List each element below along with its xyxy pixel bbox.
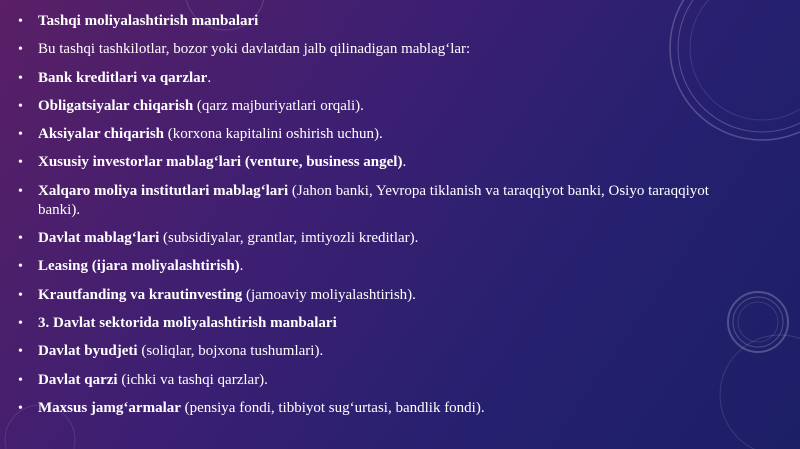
list-item xyxy=(18,69,738,88)
item-bold-text: Krautfanding va krautinvesting xyxy=(38,286,243,303)
list-item xyxy=(18,399,738,418)
item-bold-text: Maxsus jamg‘armalar xyxy=(38,399,181,416)
list-item xyxy=(18,342,738,361)
item-bold-text: Davlat qarzi xyxy=(38,371,118,388)
bullet-icon: • xyxy=(18,98,23,114)
item-text: (jamoaviy moliyalashtirish). xyxy=(242,286,416,303)
bullet-icon: • xyxy=(18,231,23,247)
item-bold-text: Tashqi moliyalashtirish manbalari xyxy=(38,13,259,29)
item-text: (pensiya fondi, tibbiyot sug‘urtasi, bandlik fondi). xyxy=(180,399,485,416)
list-item xyxy=(18,371,738,390)
item-bold-text: Aksiyalar chiqarish xyxy=(38,126,164,143)
list-item xyxy=(18,229,738,248)
list-item xyxy=(18,12,738,31)
list-item xyxy=(18,286,738,305)
bullet-list xyxy=(18,12,738,418)
item-text: . xyxy=(402,154,407,171)
item-text: (subsidiyalar, grantlar, imtiyozli kreditlar). xyxy=(159,230,419,247)
item-bold-text: 3. Davlat sektorida moliyalashtirish manbalari xyxy=(38,314,337,331)
bullet-icon: • xyxy=(18,344,23,360)
item-text: (korxona kapitalini oshirish uchun). xyxy=(164,126,383,143)
bullet-icon: • xyxy=(18,127,23,143)
item-text: . xyxy=(207,69,212,86)
bullet-icon: • xyxy=(18,42,23,58)
list-item xyxy=(18,125,738,144)
bullet-icon: • xyxy=(18,400,23,416)
list-item xyxy=(18,182,738,220)
list-item xyxy=(18,40,738,59)
list-item xyxy=(18,97,738,116)
bullet-icon: • xyxy=(18,70,23,86)
bullet-icon: • xyxy=(18,315,23,331)
item-text: (ichki va tashqi qarzlar). xyxy=(117,371,268,388)
item-bold-text: Davlat mablag‘lari xyxy=(38,230,160,247)
bullet-icon: • xyxy=(18,14,23,29)
item-text: (qarz majburiyatlari orqali). xyxy=(193,97,364,114)
list-item xyxy=(18,257,738,276)
bullet-icon: • xyxy=(18,259,23,275)
item-bold-text: Bank kreditlari va qarzlar xyxy=(38,69,208,86)
item-text: Bu tashqi tashkilotlar, bozor yoki davlatdan jalb qilinadigan mablag‘lar: xyxy=(38,41,471,58)
item-bold-text: Xususiy investorlar mablag‘lari (venture, business angel) xyxy=(38,154,403,171)
slide-content xyxy=(18,12,738,427)
item-text: (soliqlar, bojxona tushumlari). xyxy=(137,343,324,360)
bullet-icon: • xyxy=(18,372,23,388)
bullet-icon: • xyxy=(18,155,23,171)
item-bold-text: Leasing (ijara moliyalashtirish) xyxy=(38,258,240,275)
list-item xyxy=(18,314,738,333)
item-bold-text: Xalqaro moliya institutlari mablag‘lari xyxy=(38,182,289,199)
bullet-icon: • xyxy=(18,287,23,303)
item-text: . xyxy=(239,258,244,275)
item-bold-text: Obligatsiyalar chiqarish xyxy=(38,97,194,114)
list-item xyxy=(18,153,738,172)
item-bold-text: Davlat byudjeti xyxy=(38,343,138,360)
item-text: (Jahon banki, Yevropa tiklanish va taraqqiyot banki, Osiyo taraqqiyot banki). xyxy=(38,182,709,218)
bullet-icon: • xyxy=(18,183,23,199)
